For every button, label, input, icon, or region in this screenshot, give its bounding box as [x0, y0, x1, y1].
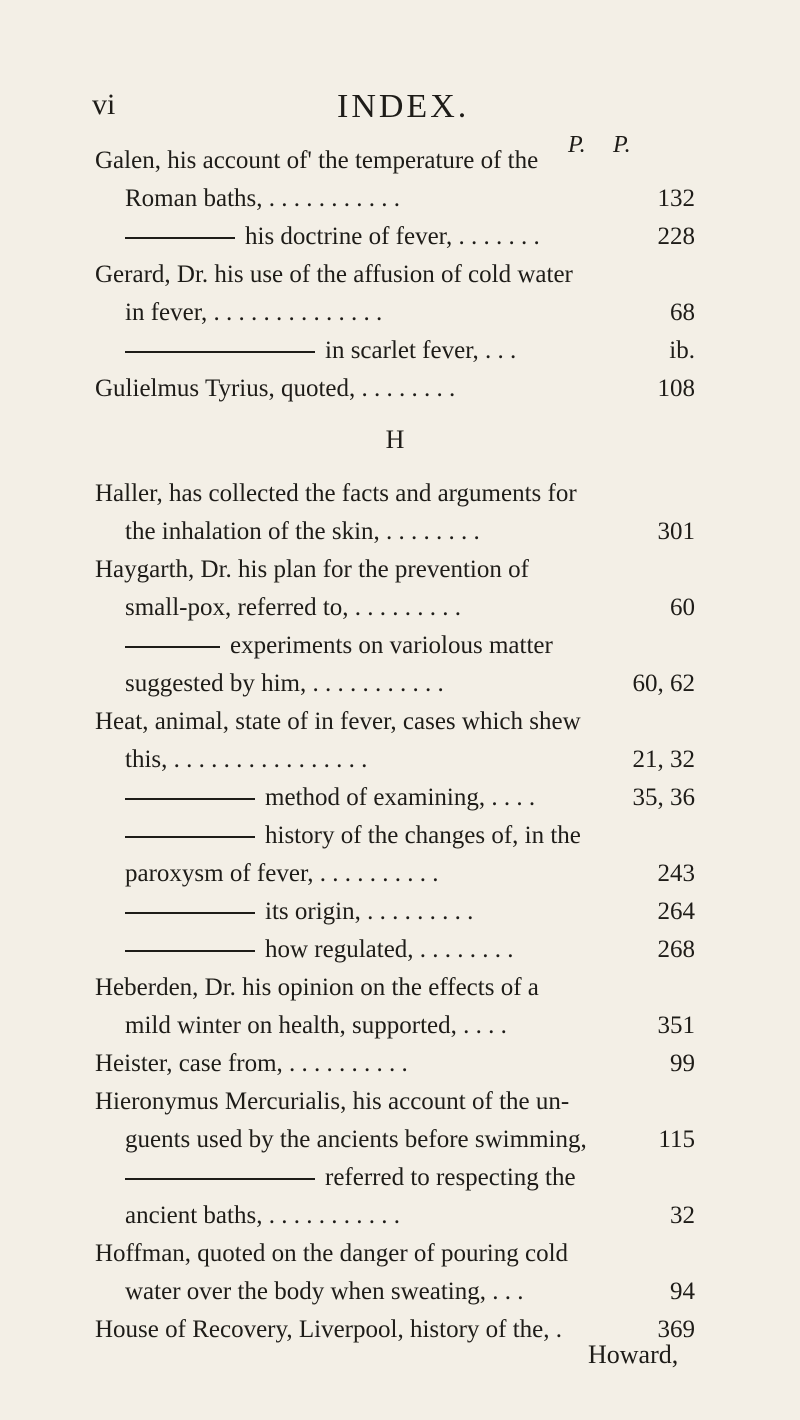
ditto-rule	[125, 351, 315, 353]
page-reference: 115	[658, 1126, 695, 1153]
index-entry-line	[95, 1045, 695, 1083]
entry-text: in scarlet fever, . . .	[325, 337, 517, 364]
index-entry-line	[95, 1007, 695, 1045]
entry-text: ancient baths, . . . . . . . . . . .	[125, 1202, 400, 1229]
entry-text: referred to respecting the	[325, 1164, 576, 1191]
page-reference: 108	[657, 375, 695, 402]
index-entry-line	[95, 741, 695, 779]
entry-text: Galen, his account of' the temperature of the	[95, 147, 539, 174]
page-reference: 243	[657, 860, 695, 887]
index-entry-line	[95, 1273, 695, 1311]
index-entry-line	[95, 893, 695, 931]
page-reference: 268	[657, 936, 695, 963]
entry-text: small-pox, referred to, . . . . . . . . .	[125, 594, 462, 621]
index-entry-line	[95, 332, 695, 370]
index-entry-line	[95, 665, 695, 703]
page-reference: 21, 32	[632, 746, 695, 773]
entry-text: Gulielmus Tyrius, quoted, . . . . . . . .	[95, 375, 456, 402]
index-entry-line	[95, 969, 695, 1007]
entry-text: Hieronymus Mercurialis, his account of the un-	[95, 1088, 570, 1115]
entry-text: Heister, case from, . . . . . . . . . .	[95, 1050, 408, 1077]
entry-text: Heberden, Dr. his opinion on the effects of a	[95, 974, 539, 1001]
entry-text: Haller, has collected the facts and arguments for	[95, 480, 577, 507]
entry-text: the inhalation of the skin, . . . . . . . .	[125, 518, 480, 545]
entry-text: Hoffman, quoted on the danger of pouring cold	[95, 1240, 569, 1267]
index-entry-line	[95, 779, 695, 817]
page-reference: 35, 36	[632, 784, 695, 811]
page-number: vi	[92, 88, 116, 121]
index-entry-line	[95, 294, 695, 332]
page-title: INDEX.	[337, 88, 470, 125]
entry-text: guents used by the ancients before swimming,	[125, 1126, 587, 1153]
index-entry-line	[95, 931, 695, 969]
index-entry-line	[95, 589, 695, 627]
entry-text: paroxysm of fever, . . . . . . . . . .	[125, 860, 439, 887]
page-reference: 32	[670, 1202, 695, 1229]
page-reference: 264	[657, 898, 695, 925]
entry-text: method of examining, . . . .	[265, 784, 536, 811]
page-reference: 301	[657, 518, 695, 545]
entry-list-g	[95, 142, 695, 408]
column-heading: P.	[613, 132, 631, 158]
index-entry-line	[95, 1197, 695, 1235]
entry-text: Gerard, Dr. his use of the affusion of cold water	[95, 261, 573, 288]
index-entry-line	[95, 551, 695, 589]
entry-text: his doctrine of fever, . . . . . . .	[245, 223, 540, 250]
entry-list-h	[95, 475, 695, 1349]
entry-text: House of Recovery, Liverpool, history of the, .	[95, 1316, 563, 1343]
index-entry-line	[95, 370, 695, 408]
index-entry-line	[95, 218, 695, 256]
index-entry-line	[95, 1121, 695, 1159]
index-entry-line	[95, 1083, 695, 1121]
index-entry-line	[95, 703, 695, 741]
index-entry-line	[95, 1159, 695, 1197]
ditto-rule	[125, 646, 220, 648]
entry-text: Roman baths, . . . . . . . . . . .	[125, 185, 400, 212]
page-reference: 132	[657, 185, 695, 212]
index-entry-line	[95, 256, 695, 294]
page-reference: 94	[670, 1278, 695, 1305]
column-heading: P.	[568, 132, 586, 158]
section-letter: H	[385, 425, 405, 454]
entry-text: suggested by him, . . . . . . . . . . .	[125, 670, 444, 697]
ditto-rule	[125, 237, 235, 239]
index-entry-line	[95, 513, 695, 551]
entry-text: history of the changes of, in the	[265, 822, 581, 849]
index-entry-line	[95, 475, 695, 513]
entry-text: Haygarth, Dr. his plan for the prevention of	[95, 556, 529, 583]
index-entry-line	[95, 180, 695, 218]
entry-text: this, . . . . . . . . . . . . . . . .	[125, 746, 368, 773]
page-reference: 369	[657, 1316, 695, 1343]
page-reference: 228	[657, 223, 695, 250]
entry-text: experiments on variolous matter	[230, 632, 553, 659]
page-reference: ib.	[669, 337, 695, 364]
page-reference: 60	[670, 594, 695, 621]
entry-text: water over the body when sweating, . . .	[125, 1278, 524, 1305]
entry-text: its origin, . . . . . . . . .	[265, 898, 474, 925]
catchword: Howard,	[588, 1340, 679, 1369]
page-reference: 60, 62	[632, 670, 695, 697]
index-entry-line	[95, 855, 695, 893]
entry-text: in fever, . . . . . . . . . . . . . .	[125, 299, 383, 326]
ditto-rule	[125, 798, 255, 800]
page-reference: 351	[657, 1012, 695, 1039]
index-entry-line	[95, 142, 695, 180]
index-entry-line	[95, 817, 695, 855]
page-reference: 68	[670, 299, 695, 326]
entry-text: how regulated, . . . . . . . .	[265, 936, 514, 963]
index-entry-line	[95, 627, 695, 665]
ditto-rule	[125, 912, 255, 914]
page-reference: 99	[670, 1050, 695, 1077]
entry-text: Heat, animal, state of in fever, cases which shew	[95, 708, 581, 735]
entry-text: mild winter on health, supported, . . . .	[125, 1012, 507, 1039]
ditto-rule	[125, 1178, 315, 1180]
ditto-rule	[125, 950, 255, 952]
index-entry-line	[95, 1235, 695, 1273]
running-head	[92, 88, 672, 128]
ditto-rule	[125, 836, 255, 838]
